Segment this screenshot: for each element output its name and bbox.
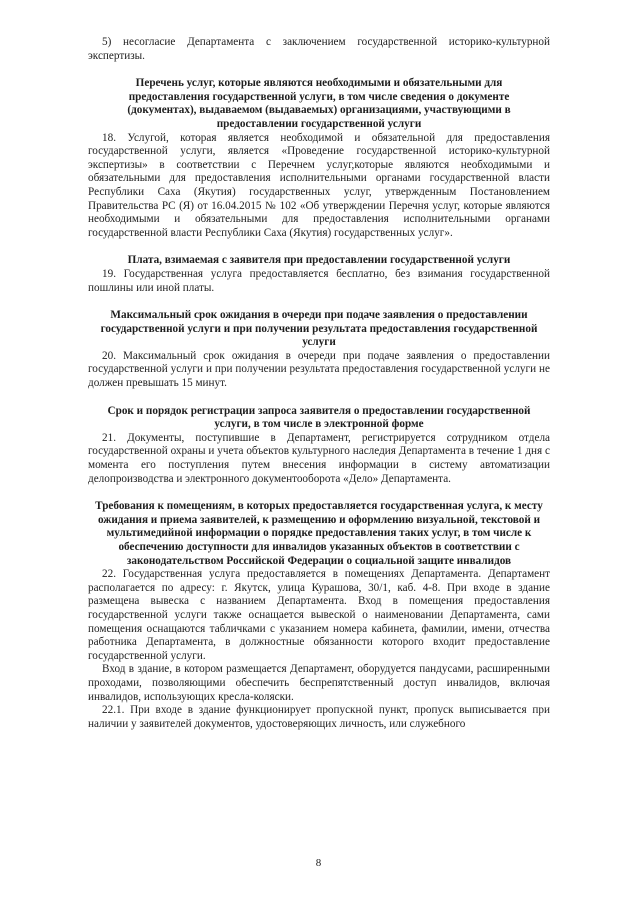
heading-required-services: Перечень услуг, которые являются необходимыми и обязательными для предоставления государственной услуги, в том числе сведения о документе (документах), выдаваемом (выдаваемых) организациями, участвующими в предоставлении государственной услуги xyxy=(127,77,511,130)
heading-premises-requirements: Требования к помещениям, в которых предоставляется государственная услуга, к месту ожидания и приема заявителей, к размещению и оформлению визуальной, текстовой и мультимедийной информации о порядке предоставления таких услуг, в том числе к обеспечению доступности для инвалидов указанных объектов в соответствии с законодательством Российской Федерации о социальной защите инвалидов xyxy=(95,500,543,567)
paragraph-19: 19. Государственная услуга предоставляется бесплатно, без взимания государственной пошлины или иной платы. xyxy=(88,267,550,294)
paragraph-22: 22. Государственная услуга предоставляется в помещениях Департамента. Департамент располагается по адресу: г. Якутск, улица Курашова, 30/1, каб. 4-8. При входе в здание размещена вывеска с названием Департамента. Вход в помещения предоставления государственной услуги также оснащается вывеской о наименовании Департамента, сами помещения оснащаются табличками с указанием номера кабинета, фамилии, имени, отчества работника Департамента, в должностные обязанности которого входит предоставление государственной услуги. xyxy=(88,568,550,662)
document-body xyxy=(88,36,550,731)
heading-waiting-time: Максимальный срок ожидания в очереди при подаче заявления о предоставлении государственной услуги и при получении результата предоставления государственной услуги xyxy=(100,309,538,349)
paragraph-21: 21. Документы, поступившие в Департамент, регистрируется сотрудником отдела государственной охраны и учета объектов культурного наследия Департамента в течение 1 дня с момента его поступления путем внесения информации в систему автоматизации делопроизводства и электронного документооборота «Дело» Департамента. xyxy=(88,431,550,485)
paragraph-22-entrance: Вход в здание, в котором размещается Департамент, оборудуется пандусами, расширенными проходами, позволяющими обеспечить беспрепятственный доступ инвалидов, включая инвалидов, использующих кресла-коляски. xyxy=(88,663,550,703)
paragraph-item-5: 5) несогласие Департамента с заключением государственной историко-культурной экспертизы. xyxy=(88,36,550,62)
heading-fee: Плата, взимаемая с заявителя при предоставлении государственной услуги xyxy=(127,254,511,267)
paragraph-18: 18. Услугой, которая является необходимой и обязательной для предоставления государственной услуги, является «Проведение государственной историко-культурной экспертизы» в соответствии с Перечнем услуг,которые являются необходимыми и обязательными для предоставления исполнительными органами государственной власти Республики Саха (Якутия) государственных услуг, утвержденным Постановлением Правительства РС (Я) от 16.04.2015 № 102 «Об утверждении Перечня услуг, которые являются необходимыми и обязательными для предоставления исполнительными органами государственной власти Республики Саха (Якутия) государственных услуг». xyxy=(88,131,550,239)
paragraph-20: 20. Максимальный срок ожидания в очереди при подаче заявления о предоставлении государственной услуги и при получении результата предоставления государственной услуги не должен превышать 15 минут. xyxy=(88,349,550,390)
paragraph-22-1: 22.1. При входе в здание функционирует пропускной пункт, пропуск выписывается при наличии у заявителей документов, удостоверяющих личность, или служебного xyxy=(88,704,550,730)
page-number: 8 xyxy=(315,857,322,869)
heading-registration: Срок и порядок регистрации запроса заявителя о предоставлении государственной услуги, в том числе в электронной форме xyxy=(107,404,531,431)
